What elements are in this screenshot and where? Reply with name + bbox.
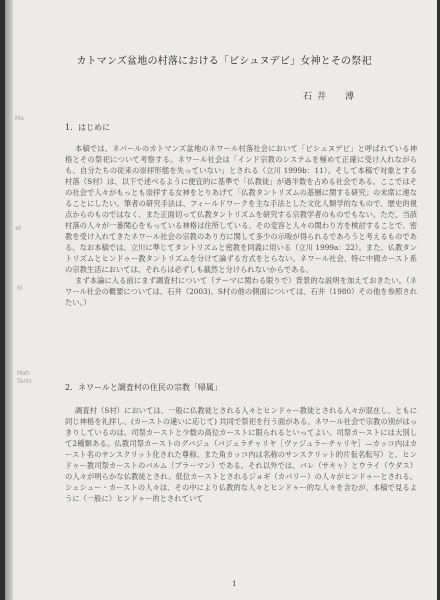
section-heading: 2．ネワールと調査村の住民の宗教「帰属」 [65,383,222,392]
paragraph-text: まず本論に入る前にまず調査村について（テーマに関わる限りで）背景的な説明を加えておきたい。（ネワール社会の概要については、石井（2003)、S村の他の側面については、石井（1980）その他を参照されたい。） [65,276,417,307]
margin-note: Mah [17,370,30,377]
paper-title: カトマンズ盆地の村落における「ビシュヌデビ」女神とその祭祀 [76,56,372,67]
margin-note: Tantr [17,378,32,385]
author-name: 石井 溥 [303,92,360,102]
binding-shadow [5,0,13,600]
document-page [5,0,437,600]
margin-note: M [17,285,23,292]
paragraph-text: 調査村（S村）においては、一般に仏教徒とされる人々とヒンドゥー教徒とされる人々が混在し、ともに同じ神格を礼拝し、(カーストの違いに応じて) 共同で祭祀を行う面がある。ネワール社会で宗教の別がはっきりしているのは、司祭カーストと少数の高位カーストに限られるといってよい。司祭カーストには大別して2種類ある。仏教司祭カーストのグバジュ（バジュラチャリヤ［ヴァジュラーチャリヤ］—カッコ内はカースト名のサンスクリット化された尊称、また角カッコ内は名称のサンスクリット的片仮名転写）と、ヒンドゥー教司祭カーストのバルム（ブラーマン）である。それ以外では、バレ（サキャ）とウライ（ウダス）の人々が明らかな仏教徒とされ、低位カーストとされるジョギ（カパリー）の人々がヒンドゥーとされる。シェシュー・カーストの人々は、その中により仏教的な人々とヒンドゥー的な人々を含むが、本稿で見るように（一般に）ヒンドゥー的とされていて [65,406,417,503]
page-number: 1 [232,580,237,588]
margin-note: Ma [15,115,24,122]
margin-note: at [15,225,22,232]
body-paragraph [65,405,417,504]
paragraph-text: 本稿では、ネパールのカトマンズ盆地のネワール村落社会において「ビシュヌデビ」と呼ばれている神格とその祭祀について考察する。ネワール社会は「インド宗教のシステムを極めて正確に受け入れながらも、自分たちの従来の崇拝形態を失っていない」とされる（立川 1999b：11）。そして本稿で対象とする村落（S村）は、以下で述べるように便宜的に基準で「仏教徒」が過半数を占める社会である。ここではその社会で人々がもっとも崇拝する女神をとりあげて「仏教タントリズムの基層に関する研究」の末席に連なることにしたい。筆者の研究手法は、フィールドワークを主な手法とした文化人類学的なもので、歴史的視点からのものではなく、また正面切って仏教タントリズムを研究する宗教学者のものでもない。ただ、当該村落の人々が一番関心をもっている神格は住所している、その変容と人々の関わり方を検討することで、密教を受け入れてきたネワール社会の宗教のあり方に関して多少の示唆が得られるであろうと考えるものである。なお本稿では、立川に準じてタントリズムと密教を同義に用いる（立川 1999a：22）。また、仏教タントリズムとヒンドゥー教タントリズムを分けて論ずる方式をとらない。ネワール社会、特に中間カースト系の宗教生活においては、それらは必ずしも截然と分けられないからである。 [65,144,417,274]
section-heading: 1．はじめに [65,123,111,132]
body-paragraph [65,143,417,308]
